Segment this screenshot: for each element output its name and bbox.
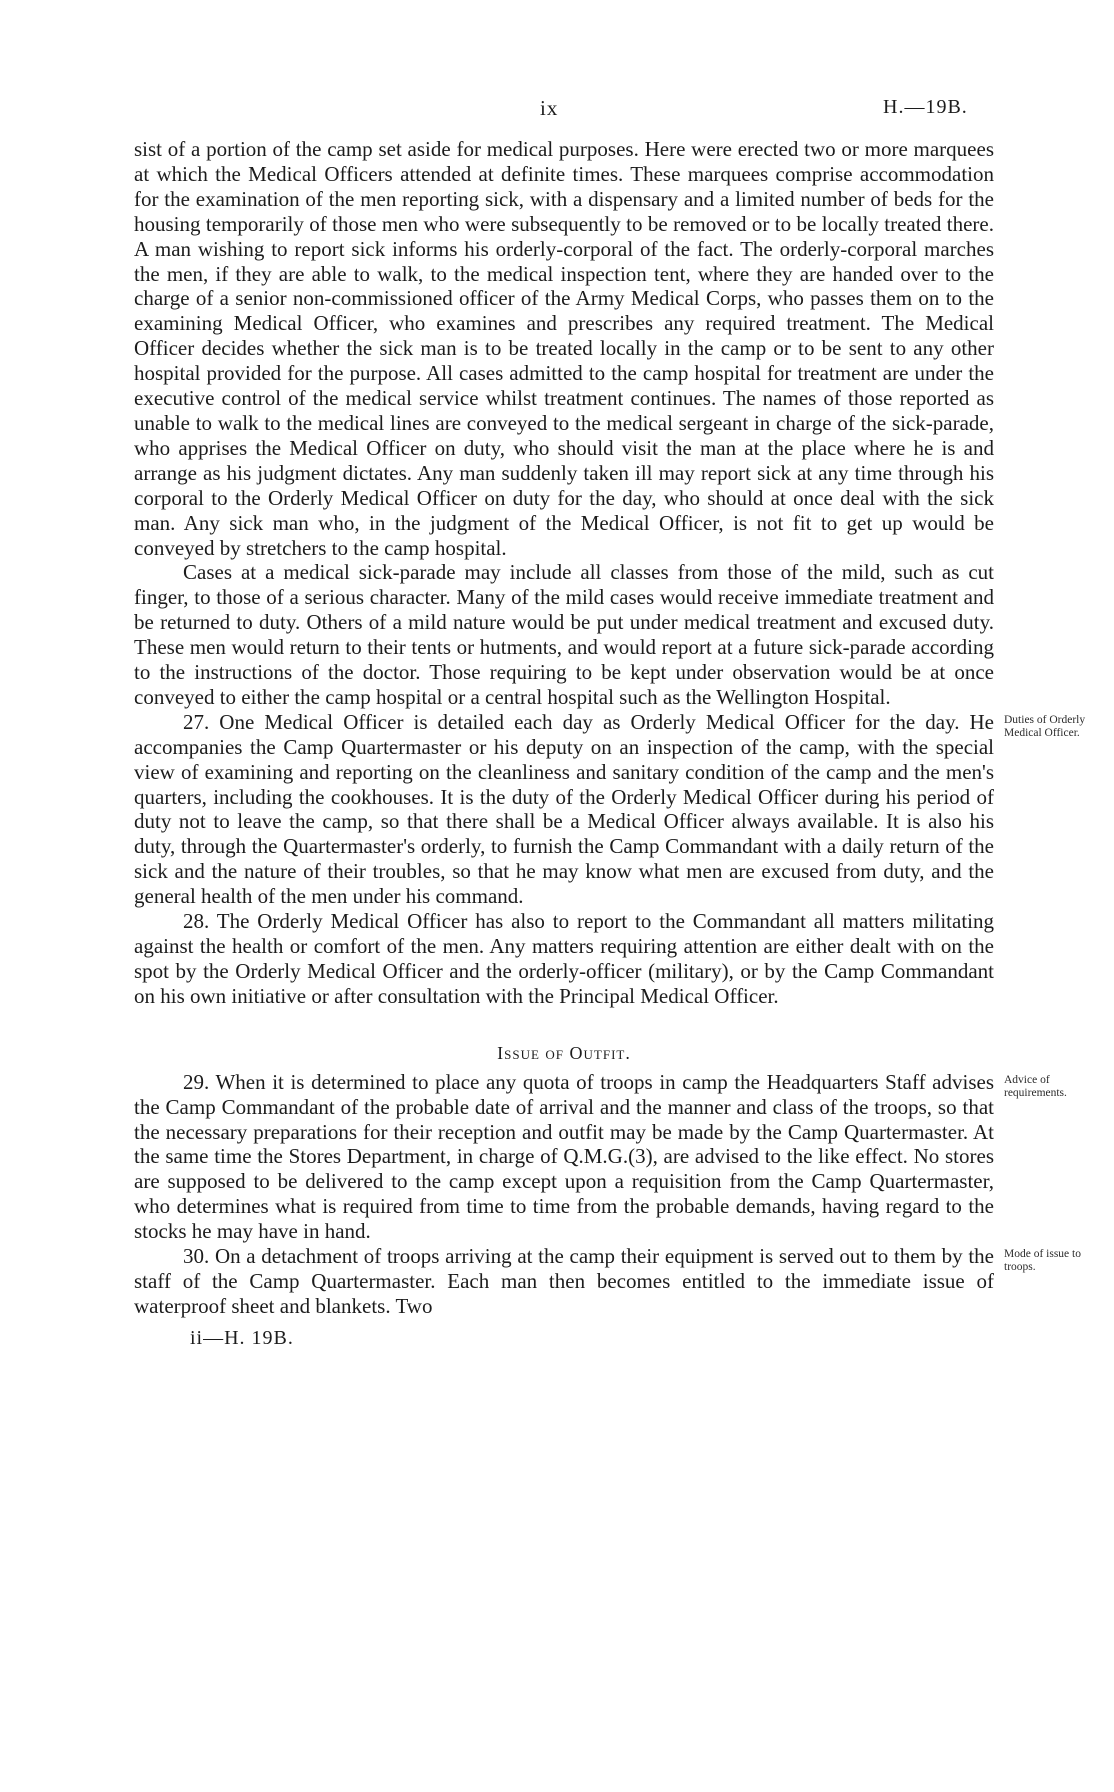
section-30 <box>134 1244 1081 1319</box>
paragraph-28: 28. The Orderly Medical Officer has also to report to the Commandant all matters militating against the health or comfort of the men. Any matters requiring attention are either dealt with on the spot by the Orderly Medical Officer and the orderly-officer (military), or by the Camp Commandant on his own initiative or after consultation with the Principal Medical Officer. <box>134 909 994 1008</box>
section-27 <box>134 709 1086 909</box>
paragraph-sick-parade: Cases at a medical sick-parade may include all classes from those of the mild, such as cut finger, to those of a serious character. Many of the mild cases would receive immediate treatment and be returned to duty. Others of a mild nature would be put under medical treatment and excused duty. These men would return to their tents or hutments, and would report at a future sick-parade according to the instructions of the doctor. Those requiring to be kept under observation would be at once conveyed to either the camp hospital or a central hospital such as the Wellington Hospital. <box>134 560 994 709</box>
section-heading: Issue of Outfit. <box>497 1042 631 1063</box>
paragraph-27: 27. One Medical Officer is detailed each day as Orderly Medical Officer for the day. He accompanies the Camp Quartermaster or his deputy on an inspection of the camp, with the special view of examining and reporting on the cleanliness and sanitary condition of the camp and the men's quarters, including the cookhouses. It is the duty of the Orderly Medical Officer during his period of duty not to leave the camp, so that there shall be a Medical Officer always available. It is also his duty, through the Quartermaster's orderly, to furnish the Camp Commandant with a daily return of the sick and the nature of their troubles, so that he may know what men are excused from duty, and the general health of the men under his command. <box>134 709 994 909</box>
margin-note-duties: Duties of Orderly Medical Officer. <box>1004 713 1086 739</box>
page-number: ix <box>540 96 559 120</box>
margin-note-advice: Advice of requirements. <box>1004 1073 1067 1099</box>
section-29 <box>134 1069 1067 1244</box>
document-reference: H.—19B. <box>883 96 968 118</box>
page-header <box>0 96 1114 126</box>
footer-signature: ii—H. 19B. <box>190 1326 294 1349</box>
paragraph-continuation: sist of a portion of the camp set aside for medical purposes. Here were erected two or more marquees at which the Medical Officers attended at definite times. These marquees comprise accommodation for the examination of the men reporting sick, with a dispensary and a limited number of beds for the housing temporarily of those men who were subsequently to be removed or to be locally treated there. A man wishing to report sick informs his orderly-corporal of the fact. The orderly-corporal marches the men, if they are able to walk, to the medical inspection tent, where they are handed over to the charge of a senior non-commissioned officer of the Army Medical Corps, who passes them on to the examining Medical Officer, who examines and prescribes any required treatment. The Medical Officer decides whether the sick man is to be treated locally in the camp or to be sent to any other hospital provided for the purpose. All cases admitted to the camp hospital for treatment are under the executive control of the medical service whilst treatment continues. The names of those reported as unable to walk to the medical lines are conveyed to the medical sergeant in charge of the sick-parade, who apprises the Medical Officer on duty, who should visit the man at the place where he is and arrange as his judgment dictates. Any man suddenly taken ill may report sick at any time through his corporal to the Orderly Medical Officer on duty for the day, who should at once deal with the sick man. Any sick man who, in the judgment of the Medical Officer, is not fit to get up would be conveyed by stretchers to the camp hospital. <box>134 137 994 560</box>
margin-note-issue: Mode of issue to troops. <box>1004 1248 1081 1274</box>
page-body <box>134 137 1086 1350</box>
paragraph-29: 29. When it is determined to place any quota of troops in camp the Headquarters Staff advises the Camp Commandant of the probable date of arrival and the manner and class of the troops, so that the necessary preparations for their reception and outfit may be made by the Camp Quartermaster. At the same time the Stores Department, in charge of Q.M.G.(3), are advised to the like effect. No stores are supposed to be delivered to the camp except upon a requisition from the Camp Quartermaster, who determines what is required from time to time from the probable demands, having regard to the stocks he may have in hand. <box>134 1069 994 1244</box>
paragraph-30: 30. On a detachment of troops arriving at the camp their equipment is served out to them by the staff of the Camp Quartermaster. Each man then becomes entitled to the immediate issue of waterproof sheet and blankets. Two <box>134 1244 994 1318</box>
